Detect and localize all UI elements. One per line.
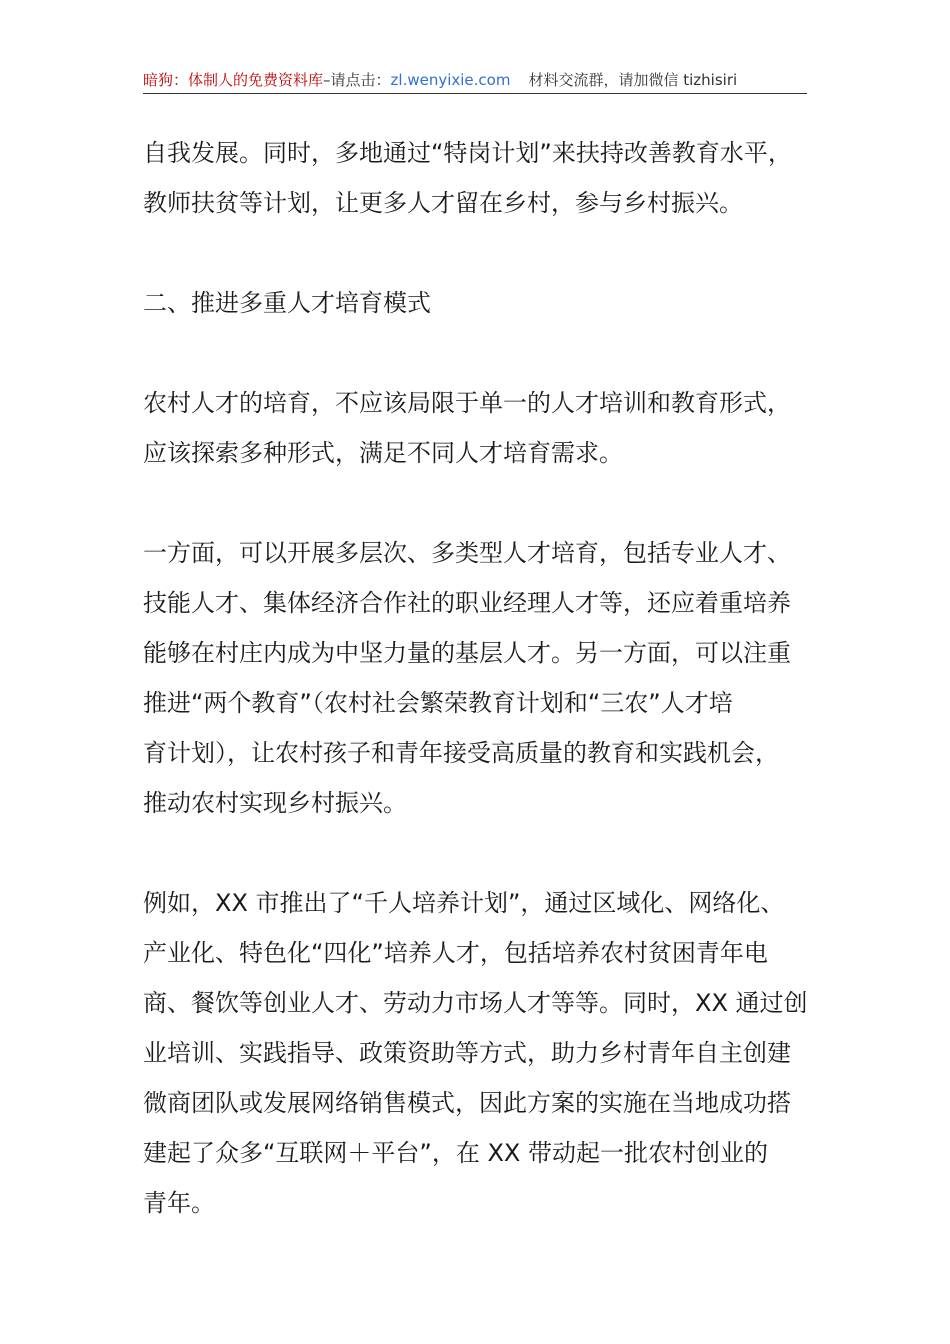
- header-promo-text: 暗狗：体制人的免费资料库: [143, 71, 324, 89]
- text-line: 教师扶贫等计划，让更多人才留在乡村，参与乡村振兴。: [143, 189, 743, 217]
- page-header: [143, 68, 807, 94]
- text-line: 技能人才、集体经济合作社的职业经理人才等，还应着重培养: [143, 589, 791, 617]
- text-line: 产业化、特色化“四化”培养人才，包括培养农村贫困青年电: [143, 939, 768, 967]
- paragraph-cultivation: [143, 378, 823, 478]
- text-line: 青年。: [143, 1189, 215, 1217]
- header-separator-text: –请点击：: [323, 71, 391, 89]
- text-line: 推进“两个教育”（农村社会繁荣教育计划和“三农”人才培: [143, 689, 733, 717]
- text-line: 自我发展。同时，多地通过“特岗计划”来扶持改善教育水平，: [143, 139, 792, 167]
- text-line: 育计划），让农村孩子和青年接受高质量的教育和实践机会，: [143, 739, 779, 767]
- document-body: [143, 128, 823, 1278]
- header-website-link[interactable]: zl.wenyixie.com: [390, 71, 511, 89]
- header-group-text: 材料交流群，请加微信 tizhisiri: [528, 71, 738, 89]
- paragraph-approaches: [143, 528, 823, 828]
- text-line: 建起了众多“互联网＋平台”，在 XX 带动起一批农村创业的: [143, 1139, 769, 1167]
- text-line: 推动农村实现乡村振兴。: [143, 789, 407, 817]
- text-line: 应该探索多种形式，满足不同人才培育需求。: [143, 439, 623, 467]
- text-line: 农村人才的培育，不应该局限于单一的人才培训和教育形式，: [143, 389, 791, 417]
- text-line: 一方面，可以开展多层次、多类型人才培育，包括专业人才、: [143, 539, 791, 567]
- paragraph-example: [143, 878, 823, 1228]
- text-line: 能够在村庄内成为中坚力量的基层人才。另一方面，可以注重: [143, 639, 791, 667]
- text-line: 业培训、实践指导、政策资助等方式，助力乡村青年自主创建: [143, 1039, 791, 1067]
- section-heading: [143, 278, 823, 328]
- text-line: 商、餐饮等创业人才、劳动力市场人才等等。同时，XX 通过创: [143, 989, 808, 1017]
- text-line: 例如，XX 市推出了“千人培养计划”，通过区域化、网络化、: [143, 889, 785, 917]
- paragraph-intro-continuation: [143, 128, 823, 228]
- heading-text: 二、推进多重人才培育模式: [143, 289, 431, 317]
- text-line: 微商团队或发展网络销售模式，因此方案的实施在当地成功搭: [143, 1089, 791, 1117]
